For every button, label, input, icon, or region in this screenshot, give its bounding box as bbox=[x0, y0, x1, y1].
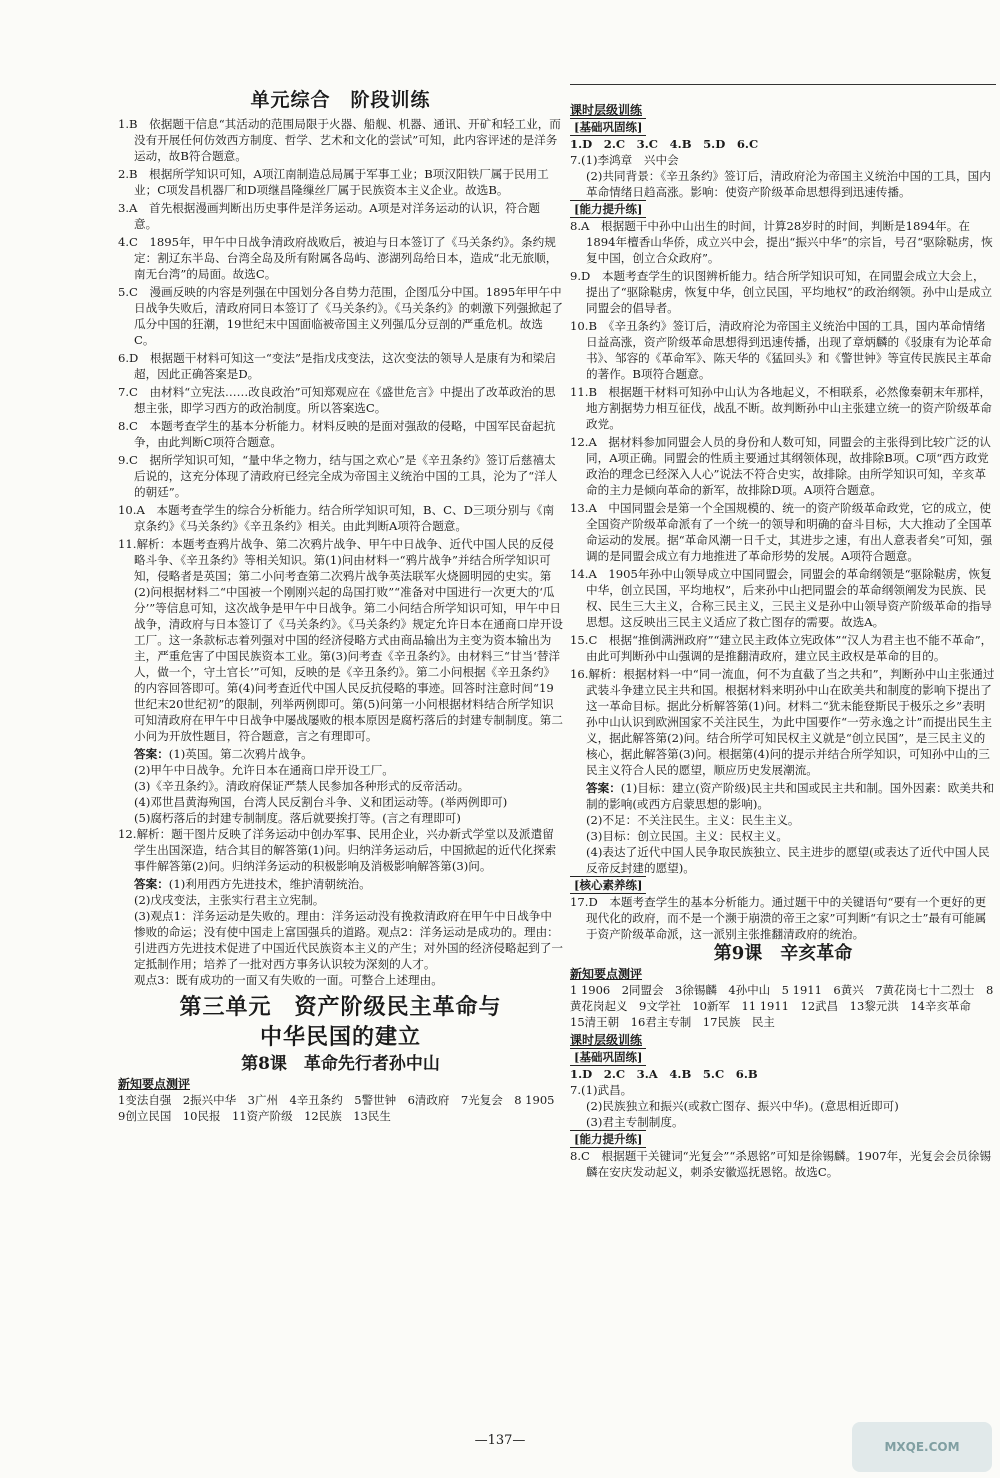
answer-line: (4)邓世昌黄海殉国，台湾人民反割台斗争、义和团运动等。(举两例即可) bbox=[134, 795, 508, 809]
lesson-title: 第8课 革命先行者孙中山 bbox=[241, 1054, 440, 1074]
answer-label: 答案： bbox=[586, 781, 621, 795]
question-item: 3.A 首先根据漫画判断出历史事件是洋务运动。A项是对洋务运动的认识，符合题意。 bbox=[118, 201, 540, 231]
answer-line: 7.(1)武昌。 bbox=[570, 1083, 633, 1097]
question-item: 11.解析：本题考查鸦片战争、第二次鸦片战争、甲午中日战争、近代中国人民的反侵略斗争、《辛丑条约》等相关知识。第(1)问由材料一“鸦片战争”并结合所学知识可知，侵略者是英国；第二小问考查第二次鸦片战争英法联军火烧圆明园的史实。第(2)问根据材料二“中国被一个刚刚兴起的岛国打败”“准备对中国进行一次更大的‘瓜分’”等信息可知，这次战争是甲午中日战争。第二小问结合所学知识可知，甲午中日战争，清政府与日本签订了《马关条约》。《马关条约》规定允许日本在通商口岸开设工厂。这一条款标志着列强对中国的经济侵略方式由商品输出为主变为资本输出为主，严重危害了中国民族资本工业。第(3)问考查《辛丑条约》。由材料三“甘当‘替洋人，做一个，守土官长’”可知，反映的是《辛丑条约》。第二小问根据《辛丑条约》的内容回答即可。第(4)问考查近代中国人民反抗侵略的事迹。回答时注意时间“19世纪末20世纪初”的限制，列举两例即可。第(5)问第一小问根据材料结合所学知识可知清政府在甲午中日战争中屡战屡败的根本原因是腐朽落后的封建专制制度。第二小问为开放性题目，符合题意，言之有理即可。 bbox=[118, 537, 563, 743]
answer-line: 7.(1)李鸿章 兴中会 bbox=[570, 153, 679, 167]
question-item: 15.C 根据“推倒满洲政府”“建立民主政体立宪政体”“汉人为君主也不能不革命”，由此可判断孙中山强调的是推翻清政府，建立民主政权是革命的目的。 bbox=[570, 633, 993, 663]
question-item: 6.D 根据题干材料可知这一“变法”是指戊戌变法，这次变法的领导人是康有为和梁启超，因此正确答案是D。 bbox=[118, 351, 556, 381]
lesson-title: 第9课 辛亥革命 bbox=[713, 943, 853, 964]
question-item: 10.B 《辛丑条约》签订后，清政府沦为帝国主义统治中国的工具，国内革命情绪日益高涨，资产阶级革命思想得到迅速传播，出现了章炳麟的《驳康有为论革命书》、邹容的《革命军》、陈天华的《猛回头》和《警世钟》等宣传民族民主革命的著作。B项符合题意。 bbox=[570, 319, 992, 381]
answer-row: 1.D 2.C 3.A 4.B 5.C 6.B bbox=[570, 1067, 758, 1081]
question-item: 8.C 根据题干关键词“光复会”“杀恩铭”可知是徐锡麟。1907年，光复会会员徐锡麟在安庆发动起义，刺杀安徽巡抚恩铭。故选C。 bbox=[570, 1149, 991, 1179]
answer-11 bbox=[118, 746, 563, 826]
question-item: 5.C 漫画反映的内容是列强在中国划分各自势力范围，企图瓜分中国。1895年甲午中日战争失败后，清政府同日本签订了《马关条约》。《马关条约》的刺激下列强掀起了瓜分中国的狂潮，19世纪末中国面临被帝国主义列强瓜分豆剖的严重危机。故选C。 bbox=[118, 285, 563, 347]
section-heading: 新知要点测评 bbox=[118, 1077, 191, 1091]
answer-16 bbox=[570, 780, 996, 876]
header-rule bbox=[570, 84, 996, 85]
question-item: 12.解析：题干图片反映了洋务运动中创办军事、民用企业，兴办新式学堂以及派遣留学生出国深造，结合其目的解答第(1)问。归纳洋务运动后，中国掀起的近代化探索事件解答第(2)问。归纳洋务运动的积极影响及消极影响解答第(3)问。 bbox=[118, 827, 557, 873]
section-heading: 新知要点测评 bbox=[570, 967, 643, 981]
section-heading: 课时层级训练 bbox=[570, 103, 643, 117]
question-item: 8.C 本题考查学生的基本分析能力。材料反映的是面对强敌的侵略，中国军民奋起抗争，由此判断C项符合题意。 bbox=[118, 419, 556, 449]
answer-line: 观点3：既有成功的一面又有失败的一面。可整合上述理由。 bbox=[134, 973, 443, 987]
answer-line: (3)目标：创立民国。主义：民权主义。 bbox=[586, 829, 788, 843]
answer-label: 答案： bbox=[134, 747, 169, 761]
question-item: 10.A 本题考查学生的综合分析能力。结合所学知识可知，B、C、D三项分别与《南京条约》《马关条约》《辛丑条约》相关。由此判断A项符合题意。 bbox=[118, 503, 555, 533]
question-item: 9.D 本题考查学生的识图辨析能力。结合所学知识可知，在同盟会成立大会上，提出了“驱除鞑虏，恢复中华，创立民国，平均地权”的政治纲领。孙中山是成立同盟会的倡导者。 bbox=[570, 269, 993, 315]
answer-line: (4)表达了近代中国人民争取民族独立、民主进步的愿望(或表达了近代中国人民反帝反封建的愿望)。 bbox=[586, 845, 990, 875]
question-item: 7.C 由材料“立宪法……改良政治”可知郑观应在《盛世危言》中提出了改革政治的思想主张，即学习西方的政治制度。所以答案选C。 bbox=[118, 385, 556, 415]
answer-line: (3)君主专制制度。 bbox=[586, 1115, 684, 1129]
question-item: 13.A 中国同盟会是第一个全国规模的、统一的资产阶级革命政党，它的成立，使全国资产阶级革命派有了一个统一的领导和明确的奋斗目标，大大推动了全国革命运动的发展。据“革命风潮一日千丈，其进步之速，有出人意表者矣”可知，强调的是同盟会成立有力地推进了革命形势的发展。A项符合题意。 bbox=[570, 501, 993, 563]
question-item: 11.B 根据题干材料可知孙中山认为各地起义，不相联系，必然像秦朝末年那样，地方割据势力相互征伐，战乱不断。故判断孙中山主张建立统一的资产阶级革命政党。 bbox=[570, 385, 992, 431]
question-item: 8.A 根据题干中孙中山出生的时间，计算28岁时的时间，判断是1894年。在1894年檀香山华侨，成立兴中会，提出“振兴中华”的宗旨，号召“驱除鞑虏，恢复中国，创立合众政府”。 bbox=[570, 219, 993, 265]
answer-line: (2)共同背景：《辛丑条约》签订后，清政府沦为帝国主义统治中国的工具，国内革命情绪日趋高涨。影响：使资产阶级革命思想得到迅速传播。 bbox=[586, 169, 991, 199]
left-column bbox=[118, 89, 566, 1124]
question-item: 16.解析：根据材料一中“同一流血，何不为直截了当之共和”，判断孙中山主张通过武装斗争建立民主共和国。根据材料来明孙中山在欧美共和制度的影响下提出了这一革命目标。据此分析解答第(1)问。材料二“犹未能登斯民于极乐之乡”表明孙中山认识到欧洲国家不关注民生，为此中国要作“一劳永逸之计”而提出民生主义，据此解答第(2)问。结合所学可知民权主义就是“创立民国”，是三民主义的核心，据此解答第(3)问。根据第(4)问的提示并结合所学知识，可知孙中山的三民主义符合人民的愿望，顺应历史发展潮流。 bbox=[570, 667, 995, 777]
watermark-logo bbox=[852, 1422, 992, 1472]
answer-12 bbox=[118, 876, 563, 988]
answer-line: (2)不足：不关注民生。主义：民生主义。 bbox=[586, 813, 800, 827]
watermark-text: MXQE.COM bbox=[884, 1440, 960, 1454]
subsection-label: [核心素养练] bbox=[570, 876, 646, 894]
question-item: 12.A 据材料参加同盟会人员的身份和人数可知，同盟会的主张得到比较广泛的认同，A项正确。同盟会的性质主要通过其纲领体现，故排除B项。C项“西方政党政治的理念已经深入人心”说法不符合史实，故排除。由所学知识可知，辛亥革命的主力是倾向革命的新军，故排除D项。A项符合题意。 bbox=[570, 435, 992, 497]
fill-answers: 1 1906 2同盟会 3徐锡麟 4孙中山 5 1911 6黄兴 7黄花岗七十二烈士 8黄花岗起义 9文学社 10新军 11 1911 12武昌 13黎元洪 14辛亥革命 15清王朝 16君主专制 17民族 民主 bbox=[570, 983, 994, 1029]
answer-row: 1.D 2.C 3.C 4.B 5.D 6.C bbox=[570, 137, 759, 151]
subsection-label: [基础巩固练] bbox=[570, 118, 646, 136]
section-heading: 课时层级训练 bbox=[570, 1033, 643, 1047]
answer-line: (2)民族独立和振兴(或救亡图存、振兴中华)。(意思相近即可) bbox=[586, 1099, 899, 1113]
subsection-label: [能力提升练] bbox=[570, 1130, 646, 1148]
question-item: 4.C 1895年，甲午中日战争清政府战败后，被迫与日本签订了《马关条约》。条约规定：割辽东半岛、台湾全岛及所有附属各岛屿、澎湖列岛给日本，造成“北无旅顺，南无台湾”的局面。故选C。 bbox=[118, 235, 558, 281]
subsection-label: [基础巩固练] bbox=[570, 1048, 646, 1066]
question-item: 1.B 依据题干信息“其活动的范围局限于火器、船舰、机器、通讯、开矿和轻工业，而没有开展任何仿效西方制度、哲学、艺术和文化的尝试”可知，此内容评述的是洋务运动，故B符合题意。 bbox=[118, 117, 561, 163]
question-item: 2.B 根据所学知识可知，A项江南制造总局属于军事工业；B项汉阳铁厂属于民用工业；C项发昌机器厂和D项继昌隆缫丝厂属于民族资本主义企业。故选B。 bbox=[118, 167, 549, 197]
question-item: 9.C 据所学知识可知，“量中华之物力，结与国之欢心”是《辛丑条约》签订后慈禧太后说的，这充分体现了清政府已经完全成为帝国主义统治中国的工具，沦为了“洋人的朝廷”。 bbox=[118, 453, 558, 499]
section-title: 单元综合 阶段训练 bbox=[250, 89, 431, 111]
answer-line: (5)腐朽落后的封建专制制度。落后就要挨打等。(言之有理即可) bbox=[134, 811, 461, 825]
page-number: —137— bbox=[474, 1433, 526, 1448]
answer-line: (2)甲午中日战争。允许日本在通商口岸开设工厂。 bbox=[134, 763, 394, 777]
question-item: 14.A 1905年孙中山领导成立中国同盟会，同盟会的革命纲领是“驱除鞑虏，恢复中华，创立民国，平均地权”，后来孙中山把同盟会的革命纲领阐发为民族、民权、民生三大主义，合称三民主义，三民主义是孙中山领导资产阶级革命的指导思想。这反映出三民主义适应了救亡图存的需要。故选A。 bbox=[570, 567, 992, 629]
answer-label: 答案： bbox=[134, 877, 169, 891]
answer-line: (1)目标：建立(资产阶级)民主共和国或民主共和制。国外因素：欧美共和制的影响(或西方启蒙思想的影响)。 bbox=[586, 781, 995, 811]
question-item: 17.D 本题考查学生的基本分析能力。通过题干中的关键语句“要有一个更好的更现代化的政府，而不是一个濒于崩溃的帝王之家”可判断“有识之士”最有可能属于资产阶级革命派，这一派别主张推翻清政府的统治。 bbox=[570, 895, 987, 941]
answer-line: (1)英国。第二次鸦片战争。 bbox=[168, 747, 313, 761]
answer-line: (1)利用西方先进技术，维护清朝统治。 bbox=[168, 877, 371, 891]
subsection-label: [能力提升练] bbox=[570, 200, 646, 218]
right-column bbox=[570, 100, 996, 1182]
answer-line: (3)《辛丑条约》。清政府保证严禁人民参加各种形式的反帝活动。 bbox=[134, 779, 470, 793]
unit-title: 第三单元 资产阶级民主革命与 中华民国的建立 bbox=[179, 994, 502, 1050]
fill-answers: 1变法自强 2振兴中华 3广州 4辛丑条约 5警世钟 6清政府 7光复会 8 1905 9创立民国 10民报 11资产阶级 12民族 13民生 bbox=[118, 1093, 566, 1123]
answer-line: (2)戊戌变法，主张实行君主立宪制。 bbox=[134, 893, 325, 907]
answer-line: (3)观点1：洋务运动是失败的。理由：洋务运动没有挽救清政府在甲午中日战争中惨败的命运；没有使中国走上富国强兵的道路。观点2：洋务运动是成功的。理由：引进西方先进技术促进了中国近代民族资本主义的产生；对外国的经济侵略起到了一定抵制作用；培养了一批对西方事务认识较为深刻的人才。 bbox=[134, 909, 563, 971]
